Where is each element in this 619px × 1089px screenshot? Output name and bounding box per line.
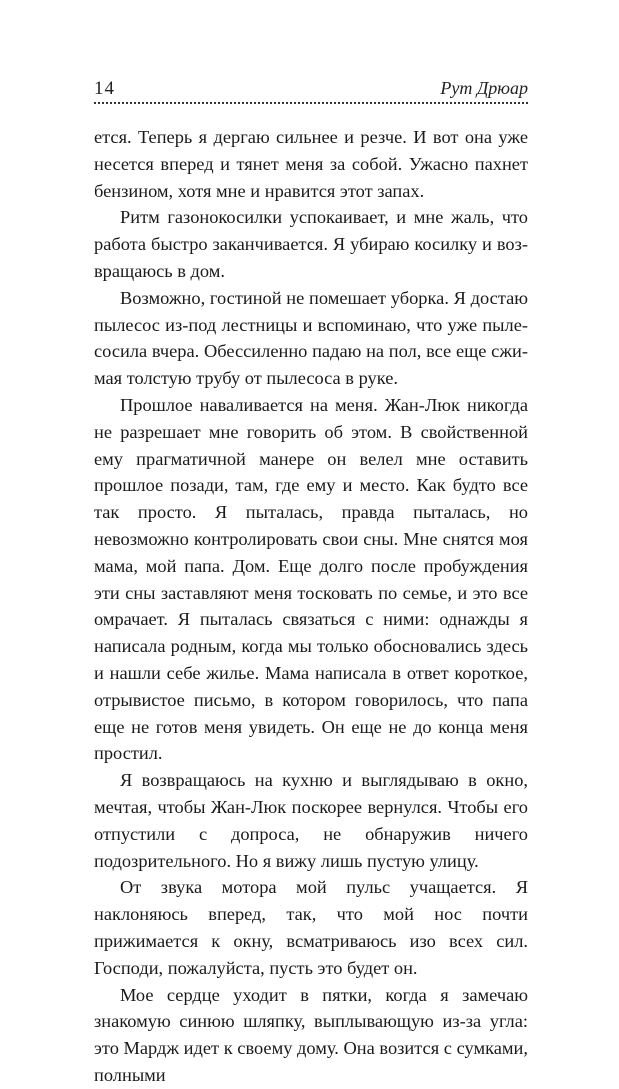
paragraph-1: ется. Теперь я дергаю сильнее и резче. И вот она уже несется вперед и тянет меня за собой. Ужасно пахнет бензином, хотя мне и нравится этот запах. — [94, 127, 528, 201]
paragraph-6: От звука мотора мой пульс учащается. Я наклоняюсь вперед, так, что мой нос почти прижимается к окну, всматриваюсь изо всех сил. Господи, пожалуйста, пусть это будет он. — [94, 877, 528, 978]
paragraph-3: Возможно, гостиной не помешает уборка. Я достаю пылесос из-под лестницы и вспоминаю, что уже пылесосила вчера. Обессиленно падаю на пол, все еще сжимая толстую трубу от пылесоса в руке. — [94, 287, 528, 389]
page-text — [94, 124, 528, 1089]
paragraph-4: Прошлое наваливается на меня. Жан-Люк никогда не разрешает мне говорить об этом. В свойственной ему прагматичной манере он велел мне оставить прошлое позади, там, где ему и место. Как будто все так просто. Я пыталась, правда пыталась, но невозможно контролировать свои сны. Мне снятся моя мама, мой папа. Дом. Еще долго после пробуждения эти сны заставляют меня тосковать по семье, и это все омрачает. Я пыталась связаться с ними: однажды я написала родным, когда мы только обосновались здесь и нашли себе жилье. Мама написала в ответ короткое, отрывистое письмо, в котором говорилось, что папа еще не готов меня увидеть. Он еще не до конца меня простил. — [94, 394, 528, 764]
page-number: 14 — [94, 78, 115, 99]
running-header — [94, 78, 528, 104]
running-title: Рут Дрюар — [440, 78, 528, 98]
paragraph-5: Я возвращаюсь на кухню и выглядываю в окно, мечтая, чтобы Жан-Люк поскорее вернулся. Чтобы его отпустили с допроса, не обнаружив ничего подозрительного. Но я вижу лишь пустую улицу. — [94, 770, 528, 871]
paragraph-7: Мое сердце уходит в пятки, когда я замечаю знакомую синюю шляпку, выплывающую из-за угла: это Мардж идет к своему дому. Она возится с сумками, полными — [94, 984, 528, 1085]
paragraph-2: Ритм газонокосилки успокаивает, и мне жаль, что работа быстро заканчивается. Я убираю косилку и возвращаюсь в дом. — [94, 207, 528, 281]
dotted-rule — [94, 102, 528, 104]
